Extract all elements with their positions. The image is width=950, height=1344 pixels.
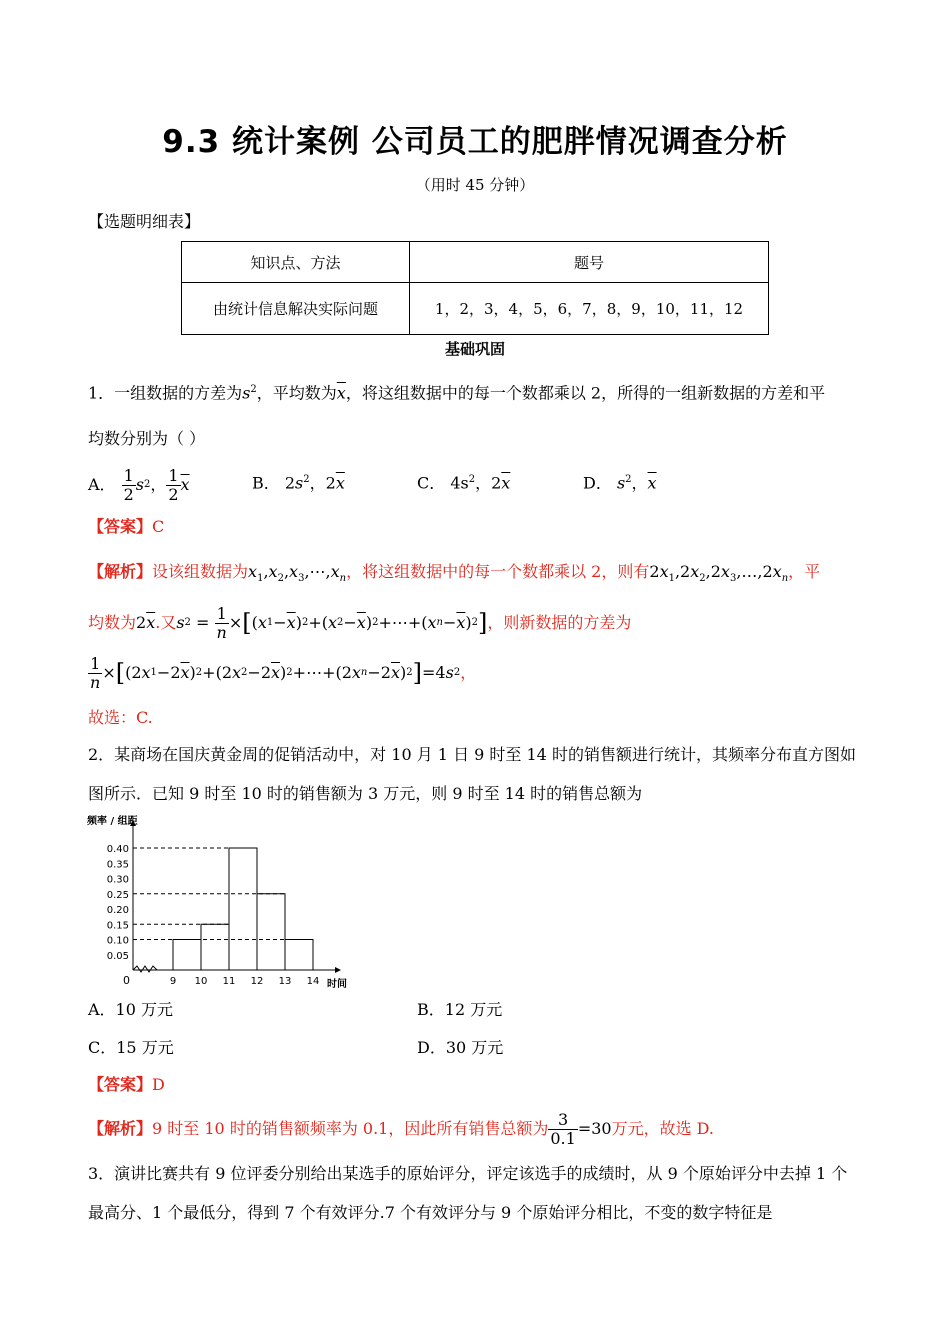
q1-analysis-b: ，将这组数据中的每一个数都乘以 2，则有 xyxy=(346,562,650,581)
q1-analysis-c: ，平 xyxy=(788,562,821,581)
q1-answer-value: C xyxy=(152,517,165,536)
x-tick-label: 9 xyxy=(169,976,177,987)
q3-stem-line1: 3．演讲比赛共有 9 位评委分别给出某选手的原始评分，评定该选手的成绩时，从 9 个原始评分中去掉 1 个 xyxy=(88,1164,848,1183)
axis-break-squiggle xyxy=(133,966,157,972)
selection-table xyxy=(181,241,769,335)
y-tick-label: 0.10 xyxy=(106,935,129,947)
q2-option-c[interactable]: C．15 万元 xyxy=(88,1038,174,1057)
y-axis-label: 频率 / 组距 xyxy=(87,816,138,827)
histogram-chart xyxy=(85,812,360,994)
q1-answer xyxy=(88,519,164,535)
q2-answer-value: D xyxy=(152,1075,165,1094)
q2-analysis-a: 9 时至 10 时的销售额频率为 0.1，因此所有销售总额为 xyxy=(152,1119,549,1138)
q1-analysis-e: .又 xyxy=(155,613,177,632)
q1-option-a[interactable]: A． $\frac{1}{2}$ s 2 ， $\frac{1}{2}$ $\overline{x}$ xyxy=(88,465,190,504)
x-tick-label: 13 xyxy=(278,976,292,987)
histogram-bar xyxy=(201,924,229,970)
y-tick-label: 0.30 xyxy=(106,874,129,886)
q2-analysis-b: 万元，故选 D. xyxy=(611,1119,715,1138)
q1-option-c-label: C． xyxy=(417,473,446,493)
q1-analysis-line1: 【解析】设该组数据为$x_1,x_2,x_3,\cdots,x_n$，将这组数据中的每一个数都乘以 2，则有$2x_1,2x_2,2x_3,\dots,2x_n$，平 xyxy=(88,562,821,585)
y-tick-label: 0.35 xyxy=(106,859,129,871)
q2-option-a[interactable]: A．10 万元 xyxy=(88,1000,174,1019)
page-title: 9.3 统计案例 公司员工的肥胖情况调查分析 xyxy=(162,124,788,160)
x-tick-label: 11 xyxy=(222,976,236,987)
x-axis-arrow xyxy=(335,967,341,973)
q2-option-d[interactable]: D．30 万元 xyxy=(417,1038,504,1057)
q1-option-c[interactable]: C． $4s^2$，$2\overline{x}$ xyxy=(417,473,511,493)
q1-text-c: ，将这组数据中的每一个数都乘以 2，所得的一组新数据的方差和平 xyxy=(345,383,826,403)
q3-stem-line2: 最高分、1 个最低分，得到 7 个有效评分.7 个有效评分与 9 个原始评分相比，不变的数字特征是 xyxy=(88,1203,773,1222)
q1-text-b: ，平均数为 xyxy=(256,383,337,403)
q1-variance-formula: $\frac{1}{n}$ × [ (2 x 1 −2 $\overline{x}$ ) 2 +(2 x 2 −2 $\overline{x}$ ) 2 +⋯+(2 x n −2 $\overline{x}$ ) 2 ] =4 s 2 ， xyxy=(90,653,477,692)
y-tick-label: 0.05 xyxy=(106,950,129,962)
q1-stem-line1: 1．一组数据的方差为$s^2$，平均数为$\overline{x}$，将这组数据中的每一个数都乘以 2，所得的一组新数据的方差和平 xyxy=(88,383,826,403)
y-tick-label: 0.40 xyxy=(106,844,129,855)
q2-answer xyxy=(88,1077,165,1093)
y-tick-label: 0.20 xyxy=(106,905,129,916)
x-tick-label: 12 xyxy=(250,976,264,987)
table-header-numbers: 题号 xyxy=(410,242,769,283)
q1-conclusion: 故选：C. xyxy=(88,708,153,727)
histogram-bar xyxy=(229,848,257,970)
table-cell-topic: 由统计信息解决实际问题 xyxy=(182,283,410,335)
histogram-bar xyxy=(285,940,313,971)
x-axis-label: 时间 xyxy=(327,979,347,990)
q1-analysis-line2: 均数为 $2\overline{x}$ .又 s 2 = $\frac{1}{n}$ × [ ( x 1 − $\overline{x}$ ) 2 +( x 2 − $\overline{x}$ ) 2 +⋯+( x n − $\overline{x}$ ) 2 ] ，则新数据的方差为 xyxy=(88,603,632,642)
q2-analysis-label: 【解析】 xyxy=(88,1119,153,1138)
q2-stem-line2: 图所示．已知 9 时至 10 时的销售额为 3 万元，则 9 时至 14 时的销售总额为 xyxy=(88,784,643,803)
q1-stem-line2: 均数分别为（ ） xyxy=(88,429,206,448)
q2-stem-line1: 2．某商场在国庆黄金周的促销活动中，对 10 月 1 日 9 时至 14 时的销售额进行统计，其频率分布直方图如 xyxy=(88,745,856,764)
histogram-bar xyxy=(173,940,201,971)
q2-analysis: 【解析】 9 时至 10 时的销售额频率为 0.1，因此所有销售总额为 $\frac{3}{0.1}$ =30 万元，故选 D. xyxy=(88,1109,715,1148)
section-heading: 基础巩固 xyxy=(444,340,505,358)
q1-analysis-a: 设该组数据为 xyxy=(152,562,249,581)
table-header-topic: 知识点、方法 xyxy=(182,242,410,283)
q1-analysis-d: 均数为 xyxy=(88,613,137,632)
q1-option-b-label: B． xyxy=(252,473,280,493)
origin-label: 0 xyxy=(123,974,130,987)
q2-option-b[interactable]: B．12 万元 xyxy=(417,1000,503,1019)
q1-option-a-label: A． xyxy=(88,475,116,494)
x-tick-label: 10 xyxy=(194,976,208,987)
q1-answer-label: 【答案】 xyxy=(88,517,153,536)
y-tick-label: 0.25 xyxy=(106,889,129,901)
time-note: （用时 45 分钟） xyxy=(415,176,535,194)
q1-option-d-label: D． xyxy=(583,473,612,493)
y-tick-label: 0.15 xyxy=(106,920,129,932)
q1-analysis-label: 【解析】 xyxy=(88,562,153,581)
x-tick-label: 14 xyxy=(306,976,320,987)
q2-answer-label: 【答案】 xyxy=(88,1075,153,1094)
q1-option-b[interactable]: B． $2s^2$，$2\overline{x}$ xyxy=(252,473,345,493)
selection-label: 【选题明细表】 xyxy=(88,212,201,231)
histogram-bar xyxy=(257,894,285,970)
q1-analysis-f: ，则新数据的方差为 xyxy=(487,613,632,632)
q1-text-a: 1．一组数据的方差为 xyxy=(88,383,243,403)
q1-option-d[interactable]: D． $s^2$，$\overline{x}$ xyxy=(583,473,657,493)
table-cell-numbers: 1，2，3，4，5，6，7，8，9，10，11，12 xyxy=(410,283,769,335)
